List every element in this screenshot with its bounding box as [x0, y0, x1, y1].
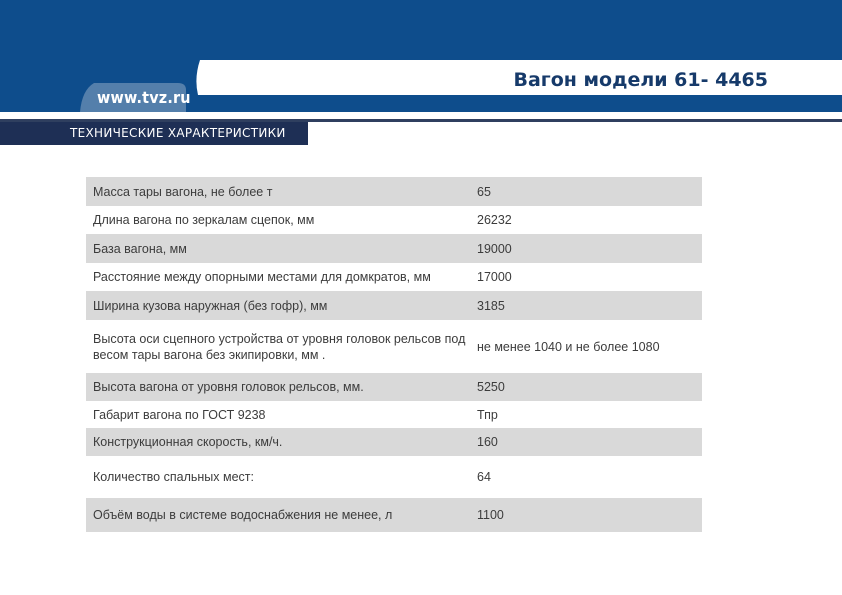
spec-name: Конструкционная скорость, км/ч.	[93, 435, 283, 449]
spec-value: 5250	[477, 380, 505, 394]
spec-value: 65	[477, 184, 491, 199]
specs-table	[86, 177, 702, 532]
spec-value: Тпр	[477, 407, 498, 422]
spec-value: не менее 1040 и не более 1080	[477, 339, 660, 354]
spec-name: Расстояние между опорными местами для домкратов, мм	[93, 270, 431, 284]
spec-value: 1100	[477, 508, 504, 522]
spec-name: Объём воды в системе водоснабжения не менее, л	[93, 508, 393, 522]
section-label: ТЕХНИЧЕСКИЕ ХАРАКТЕРИСТИКИ	[0, 122, 308, 145]
spec-value: 160	[477, 435, 498, 449]
spec-value: 26232	[477, 213, 512, 227]
spec-name: Длина вагона по зеркалам сцепок, мм	[93, 213, 315, 227]
spec-name: Высота вагона от уровня головок рельсов, мм.	[93, 380, 364, 394]
spec-row	[86, 456, 702, 498]
spec-name: Масса тары вагона, не более т	[93, 184, 273, 199]
spec-row	[86, 428, 702, 456]
spec-row	[86, 320, 702, 373]
spec-row	[86, 234, 702, 263]
spec-row	[86, 401, 702, 428]
header-banner	[0, 0, 842, 112]
spec-row	[86, 498, 702, 532]
spec-name: Количество спальных мест:	[93, 470, 254, 484]
site-logo-text: www.tvz.ru	[97, 88, 191, 107]
spec-name: Высота оси сцепного устройства от уровня головок рельсов под весом тары вагона без экипировки, мм .	[93, 331, 466, 362]
spec-row	[86, 206, 702, 234]
spec-row	[86, 291, 702, 320]
spec-value: 3185	[477, 298, 505, 313]
spec-value: 17000	[477, 270, 512, 284]
spec-value: 19000	[477, 241, 512, 256]
spec-row	[86, 177, 702, 206]
page-title: Вагон модели 61- 4465	[513, 69, 768, 91]
spec-row	[86, 263, 702, 291]
spec-row	[86, 373, 702, 401]
spec-name: База вагона, мм	[93, 241, 187, 256]
spec-name: Габарит вагона по ГОСТ 9238	[93, 407, 266, 422]
spec-value: 64	[477, 470, 491, 484]
spec-name: Ширина кузова наружная (без гофр), мм	[93, 298, 328, 313]
